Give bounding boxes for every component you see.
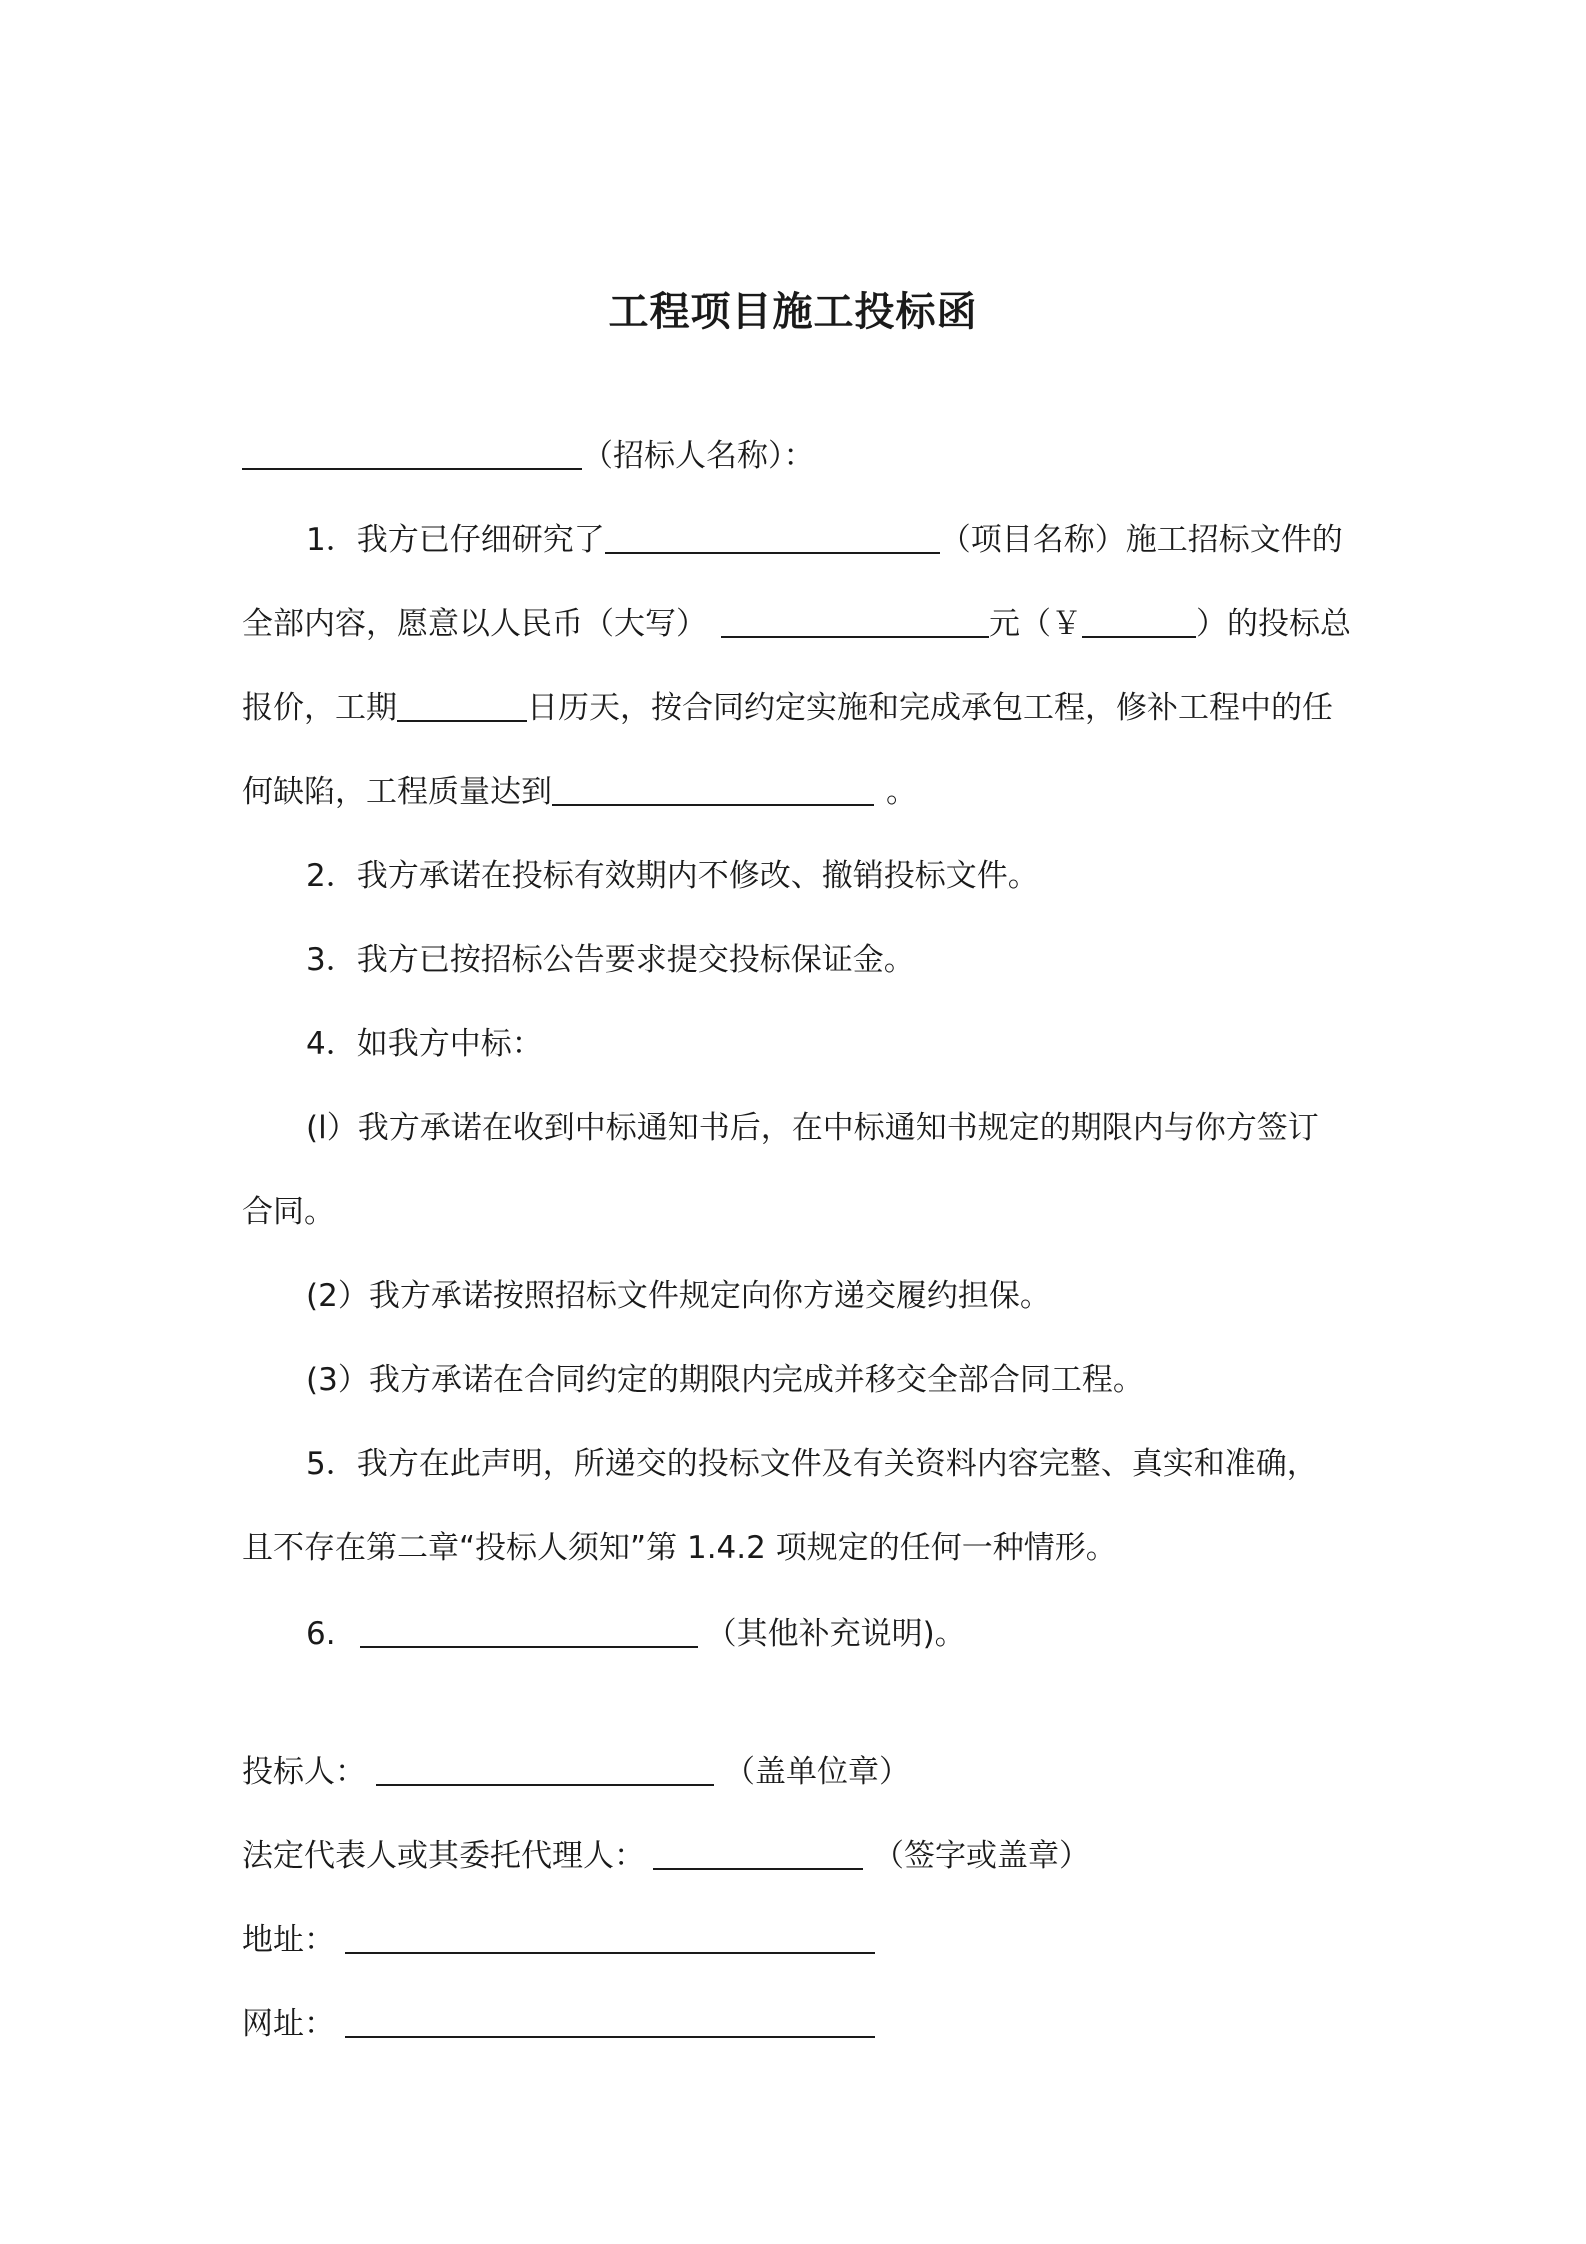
- amount-words-blank[interactable]: [721, 602, 989, 638]
- quality-blank[interactable]: [552, 770, 874, 806]
- item5-line1: 5．我方在此声明，所递交的投标文件及有关资料内容完整、真实和准确，: [306, 1446, 1318, 1482]
- item1-line3: [242, 686, 1333, 730]
- bidder-label: 投标人：: [242, 1754, 366, 1790]
- representative-blank[interactable]: [653, 1834, 863, 1870]
- item4: 4．如我方中标：: [306, 1026, 543, 1062]
- website-blank[interactable]: [345, 2002, 875, 2038]
- item1-line2: [242, 602, 1351, 646]
- address-blank[interactable]: [345, 1918, 875, 1954]
- addressee-line: [242, 434, 815, 478]
- website-label: 网址：: [242, 2006, 335, 2042]
- representative-label: 法定代表人或其委托代理人：: [242, 1838, 645, 1874]
- addressee-suffix: （招标人名称）：: [582, 438, 815, 474]
- item6-suffix: （其他补充说明)。: [705, 1616, 966, 1652]
- item5-line2: 且不存在第二章“投标人须知”第 1.4.2 项规定的任何一种情形。: [242, 1530, 1117, 1566]
- amount-number-blank[interactable]: [1082, 602, 1196, 638]
- other-notes-blank[interactable]: [360, 1612, 698, 1648]
- item1-text-g: 日历天，按合同约定实施和完成承包工程，修补工程中的任: [527, 690, 1333, 726]
- item1-text-a: 1．我方已仔细研究了: [306, 522, 605, 558]
- item1-text-d: 元（￥: [989, 606, 1082, 642]
- item4-2: (2）我方承诺按照招标文件规定向你方递交履约担保。: [306, 1278, 1051, 1314]
- project-name-blank[interactable]: [605, 518, 940, 554]
- item1-text-b: （项目名称）施工招标文件的: [939, 522, 1343, 558]
- bidder-line: [242, 1750, 910, 1794]
- item4-1-line2: 合同。: [242, 1194, 335, 1230]
- item4-3: (3）我方承诺在合同约定的期限内完成并移交全部合同工程。: [306, 1362, 1144, 1398]
- item1-line4: [242, 770, 917, 814]
- item1-text-c: 全部内容，愿意以人民币（大写）: [242, 606, 707, 642]
- website-line: [242, 2002, 875, 2046]
- item1-text-h: 何缺陷，工程质量达到: [242, 774, 552, 810]
- tenderer-name-blank[interactable]: [242, 434, 582, 470]
- item3: 3．我方已按招标公告要求提交投标保证金。: [306, 942, 915, 978]
- representative-line: [242, 1834, 1090, 1878]
- bidder-blank[interactable]: [376, 1750, 714, 1786]
- bidder-suffix: （盖单位章）: [724, 1754, 910, 1790]
- item1-text-e: ）的投标总: [1196, 606, 1351, 642]
- address-line: [242, 1918, 875, 1962]
- document-title: 工程项目施工投标函: [608, 289, 978, 335]
- item1-line1: [306, 518, 1343, 562]
- representative-suffix: （签字或盖章）: [873, 1838, 1090, 1874]
- address-label: 地址：: [242, 1922, 335, 1958]
- duration-blank[interactable]: [397, 686, 527, 722]
- item2: 2．我方承诺在投标有效期内不修改、撤销投标文件。: [306, 858, 1039, 894]
- item4-1-line1: (l）我方承诺在收到中标通知书后，在中标通知书规定的期限内与你方签订: [306, 1110, 1319, 1146]
- item6-prefix: 6.: [306, 1616, 336, 1652]
- item1-text-f: 报价，工期: [242, 690, 397, 726]
- item1-text-i: 。: [886, 774, 917, 810]
- item6-line: [306, 1612, 966, 1656]
